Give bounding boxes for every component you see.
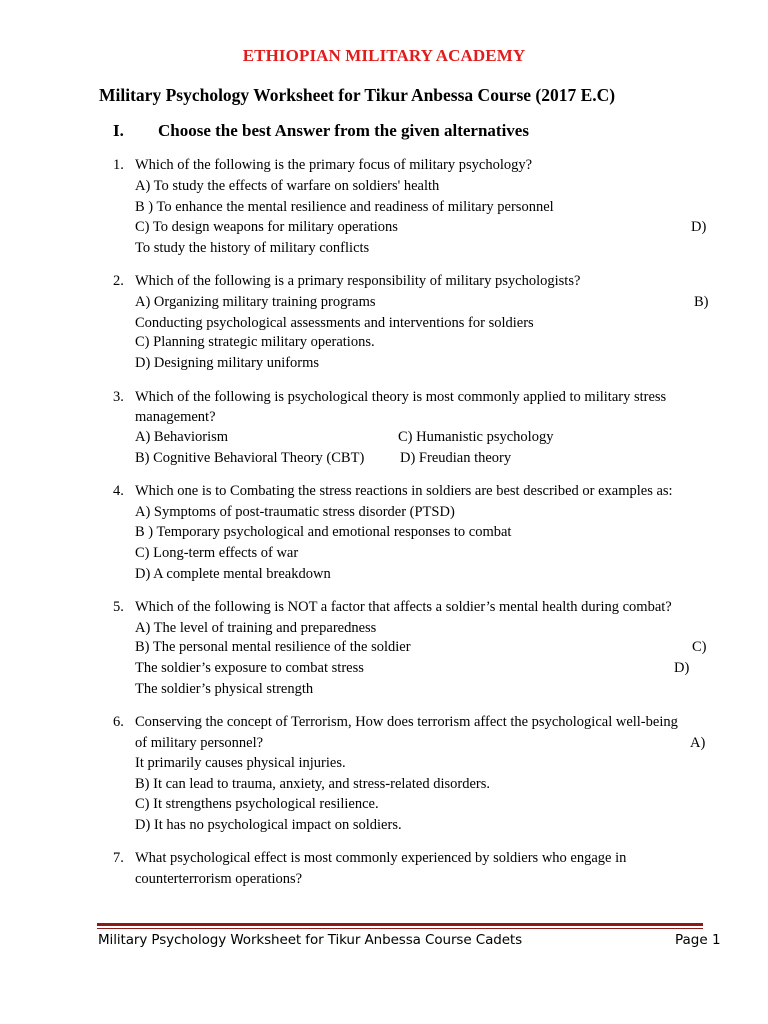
option-line: B) The personal mental resilience of the soldier [135,639,411,655]
option-line: A) To study the effects of warfare on soldiers' health [135,178,440,194]
question-number: 6. [113,714,124,730]
option-line: The soldier’s exposure to combat stress [135,660,364,676]
option-letter: C) [692,639,707,655]
footer-rule-thick [97,923,703,926]
option-line: C) Humanistic psychology [398,429,554,445]
section-number: I. [113,121,124,140]
option-line: To study the history of military conflicts [135,240,370,256]
option-line: A) Behaviorism [135,429,229,445]
question-text: Which of the following is psychological theory is most commonly applied to military stress [135,389,667,405]
option-letter: B) [694,294,709,310]
option-line: C) Long-term effects of war [135,545,299,561]
question-text: What psychological effect is most commonly experienced by soldiers who engage in [135,850,627,866]
question-text: Conserving the concept of Terrorism, How does terrorism affect the psychological well-being [135,714,678,730]
option-line: B) It can lead to trauma, anxiety, and stress-related disorders. [135,776,490,792]
question-number: 2. [113,273,124,289]
question-text: management? [135,409,216,425]
option-line: D) Designing military uniforms [135,355,320,371]
question-number: 5. [113,599,124,615]
option-line: Conducting psychological assessments and interventions for soldiers [135,315,534,331]
option-line: A) Organizing military training programs [135,294,376,310]
option-line: D) Freudian theory [400,450,512,466]
question-number: 4. [113,483,124,499]
worksheet-title: Military Psychology Worksheet for Tikur Anbessa Course (2017 E.C) [99,85,616,105]
question-number: 3. [113,389,124,405]
option-line: C) Planning strategic military operations. [135,334,375,350]
option-letter: D) [691,219,707,235]
option-line: D) A complete mental breakdown [135,566,331,582]
page-number: Page 1 [675,932,721,948]
footer-title: Military Psychology Worksheet for Tikur Anbessa Course Cadets [98,932,523,948]
institution-title: ETHIOPIAN MILITARY ACADEMY [242,46,526,65]
question-number: 1. [113,157,124,173]
option-line: It primarily causes physical injuries. [135,755,346,771]
question-text: counterterrorism operations? [135,871,303,887]
option-letter: A) [690,735,706,751]
option-line: C) It strengthens psychological resilience. [135,796,379,812]
question-text: Which of the following is NOT a factor that affects a soldier’s mental health during combat? [135,599,672,615]
question-text: Which one is to Combating the stress reactions in soldiers are best described or examples as: [135,483,673,499]
question-text: Which of the following is a primary responsibility of military psychologists? [135,273,581,289]
option-line: C) To design weapons for military operations [135,219,398,235]
question-number: 7. [113,850,124,866]
question-text: Which of the following is the primary focus of military psychology? [135,157,533,173]
option-line: The soldier’s physical strength [135,681,314,697]
section-instruction: Choose the best Answer from the given alternatives [158,121,529,140]
option-line: A) Symptoms of post-traumatic stress disorder (PTSD) [135,504,455,520]
option-line: B ) To enhance the mental resilience and readiness of military personnel [135,199,554,215]
option-line: B) Cognitive Behavioral Theory (CBT) [135,450,365,466]
footer-rule-thin [97,928,703,929]
option-letter: D) [674,660,690,676]
question-text: of military personnel? [135,735,264,751]
option-line: A) The level of training and preparedness [135,620,377,636]
option-line: D) It has no psychological impact on soldiers. [135,817,402,833]
option-line: B ) Temporary psychological and emotional responses to combat [135,524,512,540]
